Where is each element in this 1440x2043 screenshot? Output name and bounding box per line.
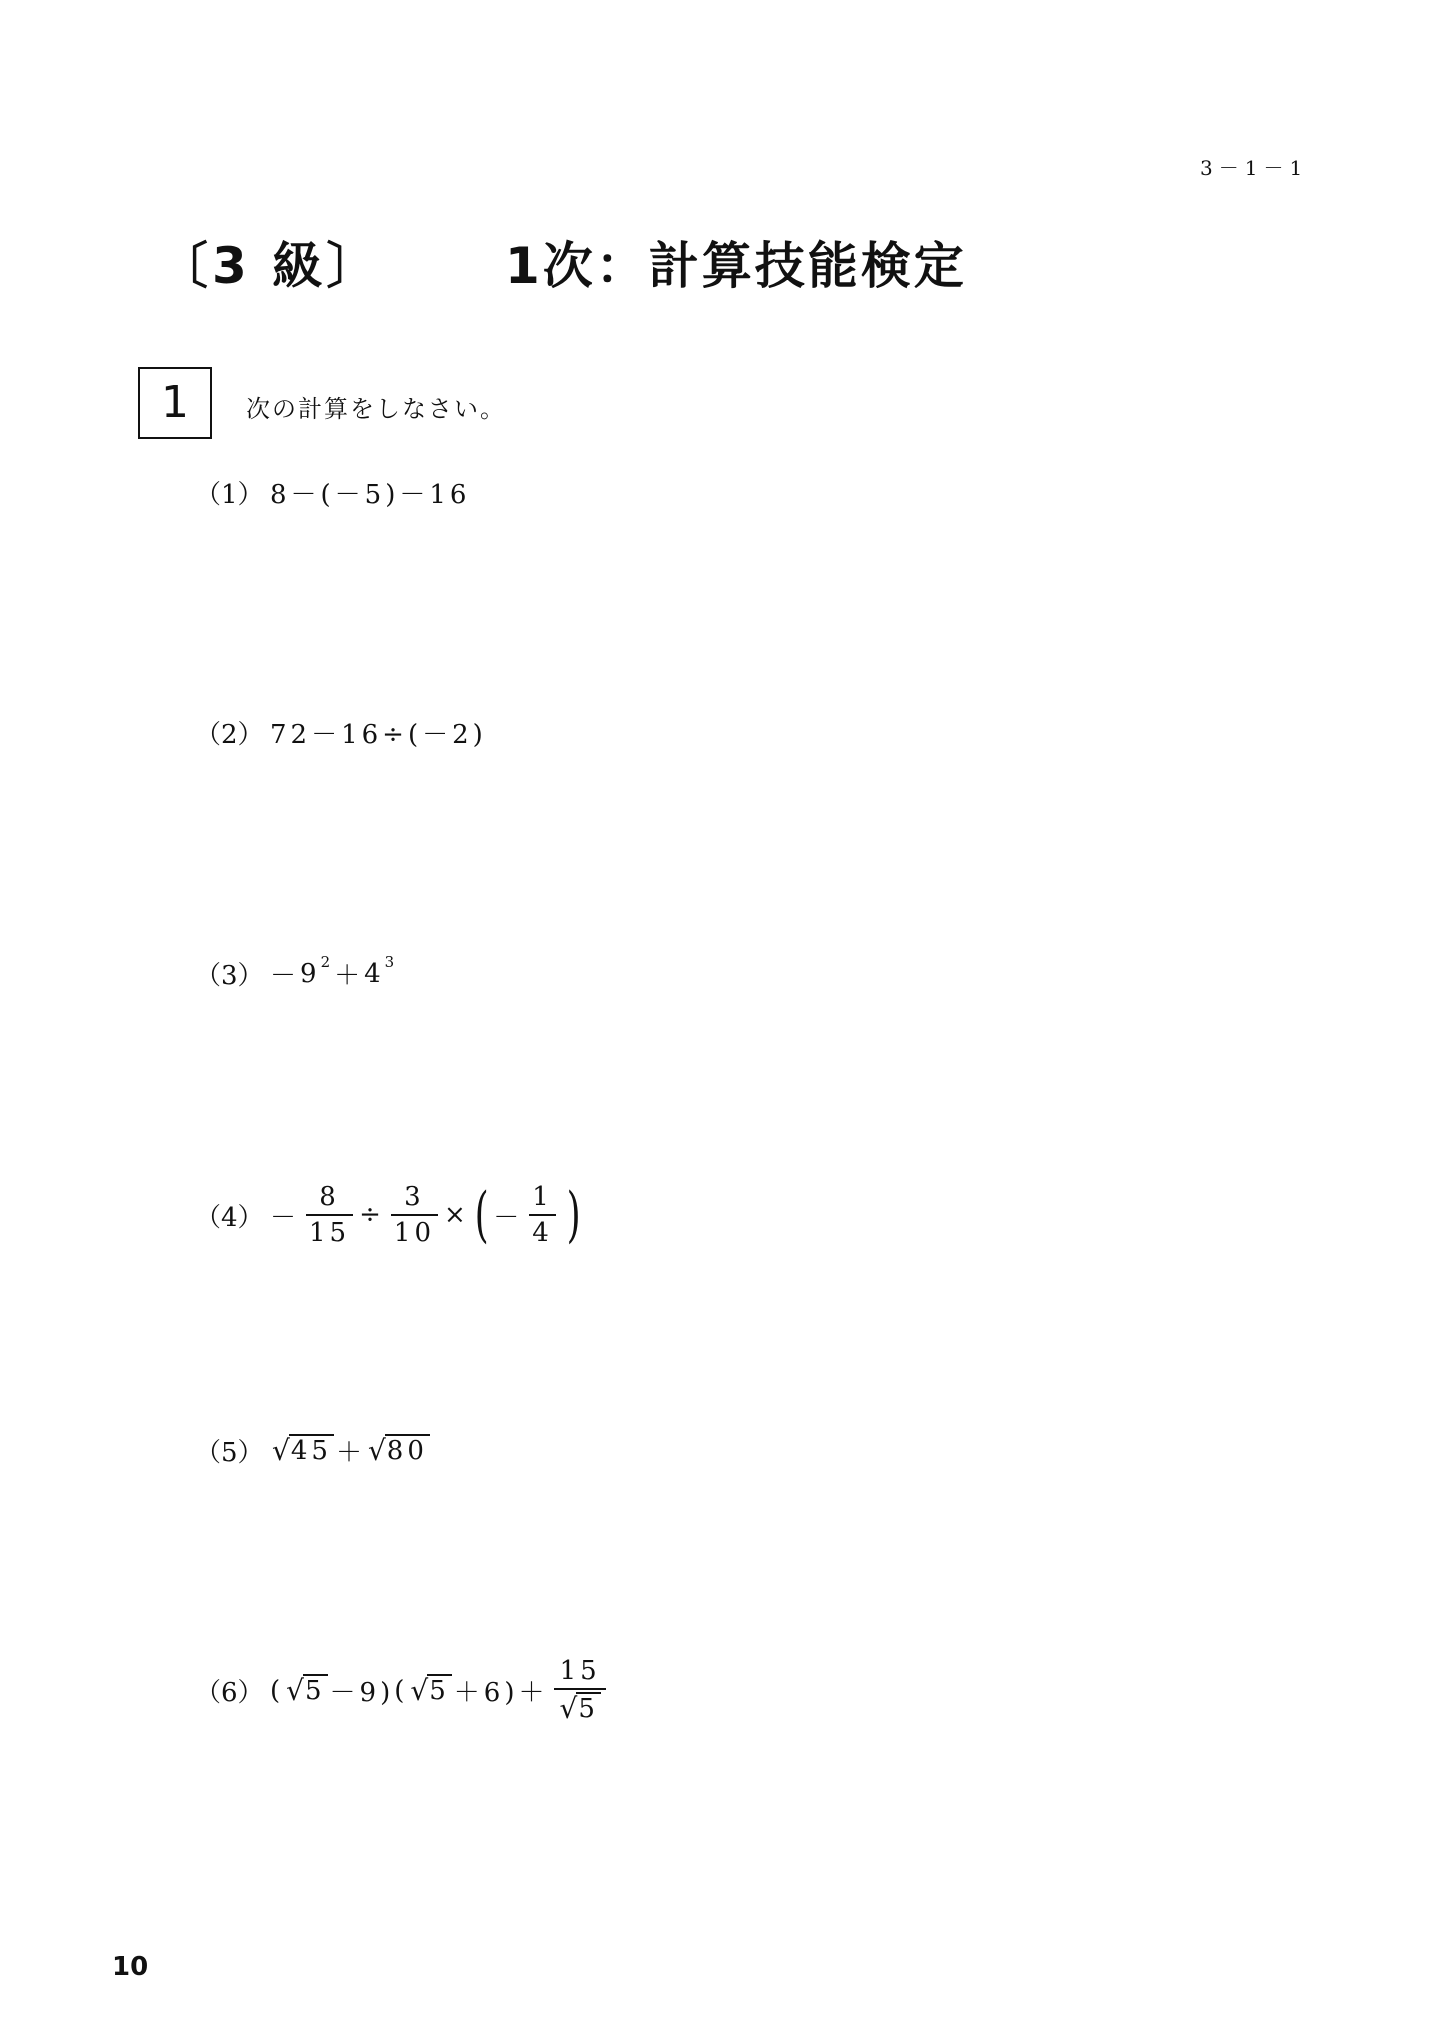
exponent: 2 [320, 952, 331, 971]
fraction [306, 1182, 353, 1248]
problem-label: （4） [195, 1202, 264, 1233]
test-title: 1次：計算技能検定 [505, 237, 967, 295]
problem-expression: 72－16÷(－2) [270, 720, 487, 750]
denominator: 4 [529, 1214, 556, 1248]
exponent: 3 [384, 952, 395, 971]
square-root [368, 1434, 430, 1467]
base: 9 [300, 958, 321, 989]
problem-label: （5） [195, 1438, 264, 1468]
problem-expression [270, 1656, 612, 1725]
radical-sign-icon: √ [286, 1674, 304, 1707]
operator: ÷ [359, 1200, 385, 1230]
square-root [410, 1674, 451, 1707]
left-paren: ( [270, 1675, 285, 1706]
denominator: 15 [306, 1214, 353, 1248]
operator: ＋ [334, 961, 365, 991]
square-root [559, 1692, 600, 1725]
problem-expression [270, 952, 398, 992]
radicand: 5 [305, 1676, 326, 1706]
fraction [554, 1656, 605, 1725]
radical-sign-icon: √ [559, 1692, 578, 1725]
grade-level: 〔3 級〕 [158, 237, 381, 295]
radical-sign-icon: √ [410, 1674, 429, 1707]
radical-sign-icon: √ [367, 1434, 386, 1467]
question-number-box: 1 [138, 367, 212, 439]
problem-label: （3） [195, 961, 264, 991]
problem-expression [270, 1180, 585, 1250]
radicand: 80 [386, 1436, 428, 1466]
minus-sign: － [493, 1202, 524, 1233]
fraction [529, 1182, 556, 1248]
radicand: 5 [429, 1676, 450, 1706]
problem-expression [270, 1432, 432, 1469]
minus-sign: － [270, 961, 301, 991]
radicand: 5 [578, 1694, 599, 1724]
minus-sign: － [270, 1202, 301, 1233]
page-number: 10 [112, 1952, 149, 1982]
problem-6 [195, 1656, 612, 1725]
problem-5 [195, 1432, 432, 1469]
problem-2 [195, 714, 487, 751]
left-paren: ( [394, 1675, 409, 1706]
term: ＋6)＋ [453, 1678, 549, 1708]
left-paren: ( [474, 1180, 489, 1250]
operator: ＋ [335, 1438, 366, 1468]
problem-label: （2） [195, 720, 264, 750]
term: －9) [329, 1678, 395, 1708]
problem-label: （6） [195, 1678, 264, 1708]
denominator [554, 1688, 605, 1725]
problem-code: 3－1－1 [1200, 156, 1309, 180]
operator: × [444, 1200, 470, 1230]
fraction [391, 1182, 438, 1248]
problem-expression: 8－(－5)－16 [270, 480, 471, 510]
numerator: 1 [532, 1182, 553, 1212]
right-paren: ) [566, 1180, 581, 1250]
numerator: 3 [404, 1182, 425, 1212]
square-root [286, 1674, 327, 1707]
radical-sign-icon: √ [272, 1434, 290, 1467]
radicand: 45 [290, 1436, 332, 1466]
square-root [272, 1434, 334, 1467]
problem-1 [195, 474, 470, 511]
problem-label: （1） [195, 480, 264, 510]
base: 4 [364, 958, 385, 989]
denominator: 10 [391, 1214, 438, 1248]
numerator: 8 [319, 1182, 340, 1212]
problem-3 [195, 952, 398, 992]
question-instruction: 次の計算をしなさい。 [246, 395, 506, 423]
problem-4 [195, 1180, 585, 1250]
numerator: 15 [559, 1656, 601, 1686]
